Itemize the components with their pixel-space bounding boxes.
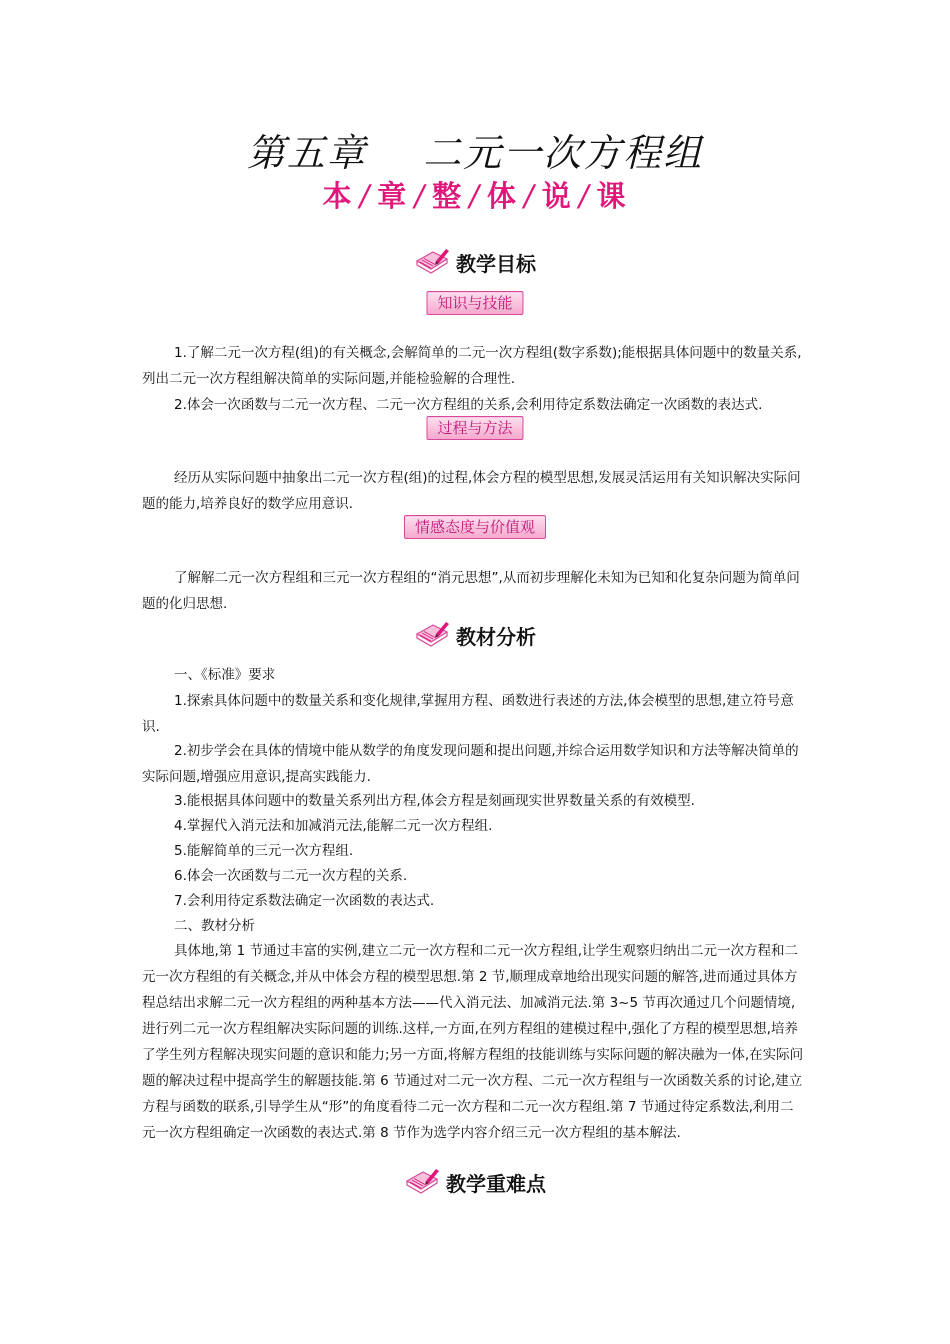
section-title: 教材分析 <box>456 624 536 649</box>
section-heading-key-points <box>0 1162 950 1202</box>
standard-item-3: 3.能根据具体问题中的数量关系列出方程,体会方程是刻画现实世界数量关系的有效模型. <box>174 793 695 809</box>
standard-item-5: 5.能解简单的三元一次方程组. <box>174 843 354 859</box>
subtitle-separator: / <box>414 179 427 213</box>
subtitle-char: 体 <box>486 179 518 213</box>
standard-item-7: 7.会利用待定系数法确定一次函数的表达式. <box>174 893 435 909</box>
chapter-subtitle <box>0 174 950 215</box>
section-title: 教学重难点 <box>446 1171 546 1196</box>
standard-item-1: 1.探索具体问题中的数量关系和变化规律,掌握用方程、函数进行表述的方法,体会模型的思想,建立符号意识. <box>142 693 794 735</box>
tag-knowledge-skills: 知识与技能 <box>426 291 523 315</box>
standard-heading: 一、《标准》要求 <box>174 667 276 683</box>
standard-item-2: 2.初步学会在具体的情境中能从数学的角度发现问题和提出问题,并综合运用数学知识和方法等解决简单的实际问题,增强应用意识,提高实践能力. <box>142 743 799 785</box>
subtitle-char: 说 <box>541 179 573 213</box>
section-heading-goals <box>0 242 950 282</box>
chapter-title: 第五章 二元一次方程组 <box>246 131 704 175</box>
knowledge-item-1: 1.了解二元一次方程(组)的有关概念,会解简单的二元一次方程组(数字系数);能根据具体问题中的数量关系,列出二元一次方程组解决简单的实际问题,并能检验解的合理性. <box>142 345 802 387</box>
book-pen-icon <box>414 620 450 650</box>
book-pen-icon <box>404 1167 440 1197</box>
subtitle-char: 课 <box>596 179 628 213</box>
subtitle-separator: / <box>523 179 536 213</box>
subtitle-separator: / <box>578 179 591 213</box>
section-title: 教学目标 <box>456 251 536 276</box>
tag-process-method: 过程与方法 <box>426 416 523 440</box>
standard-item-4: 4.掌握代入消元法和加减消元法,能解二元一次方程组. <box>174 818 493 834</box>
section-heading-analysis <box>0 615 950 655</box>
book-pen-icon <box>414 247 450 277</box>
process-paragraph: 经历从实际问题中抽象出二元一次方程(组)的过程,体会方程的模型思想,发展灵活运用有关知识解决实际问题的能力,培养良好的数学应用意识. <box>142 470 801 512</box>
standard-item-6: 6.体会一次函数与二元一次方程的关系. <box>174 868 408 884</box>
subtitle-char: 章 <box>377 179 409 213</box>
material-paragraph: 具体地,第 1 节通过丰富的实例,建立二元一次方程和二元一次方程组,让学生观察归纳出二元一次方程和二元一次方程组的有关概念,并从中体会方程的模型思想.第 2 节,顺理成章地给出现实问题的解答,进而通过具体方程总结出求解二元一次方程组的两种基本方法——代入消元法、加减消元法.第 3~5 节再次通过几个问题情境,进行列二元一次方程组解决实际问题的训练.这样,一方面,在列方程组的建模过程中,强化了方程的模型思想,培养了学生列方程解决现实问题的意识和能力;另一方面,将解方程组的技能训练与实际问题的解决融为一体,在实际问题的解决过程中提高学生的解题技能.第 6 节通过对二元一次方程、二元一次方程组与一次函数关系的讨论,建立方程与函数的联系,引导学生从“形”的角度看待二元一次方程和二元一次方程组.第 7 节通过待定系数法,利用二元一次方程组确定一次函数的表达式.第 8 节作为选学内容介绍三元一次方程组的基本解法. <box>142 943 804 1141</box>
subtitle-separator: / <box>359 179 372 213</box>
knowledge-item-2: 2.体会一次函数与二元一次方程、二元一次方程组的关系,会利用待定系数法确定一次函数的表达式. <box>174 397 763 413</box>
subtitle-char: 本 <box>322 179 354 213</box>
subtitle-char: 整 <box>432 179 464 213</box>
material-heading: 二、教材分析 <box>174 918 255 934</box>
emotion-paragraph: 了解解二元一次方程组和三元一次方程组的“消元思想”,从而初步理解化未知为已知和化复杂问题为简单问题的化归思想. <box>142 570 800 612</box>
tag-emotion-values: 情感态度与价值观 <box>404 515 546 539</box>
subtitle-separator: / <box>469 179 481 213</box>
